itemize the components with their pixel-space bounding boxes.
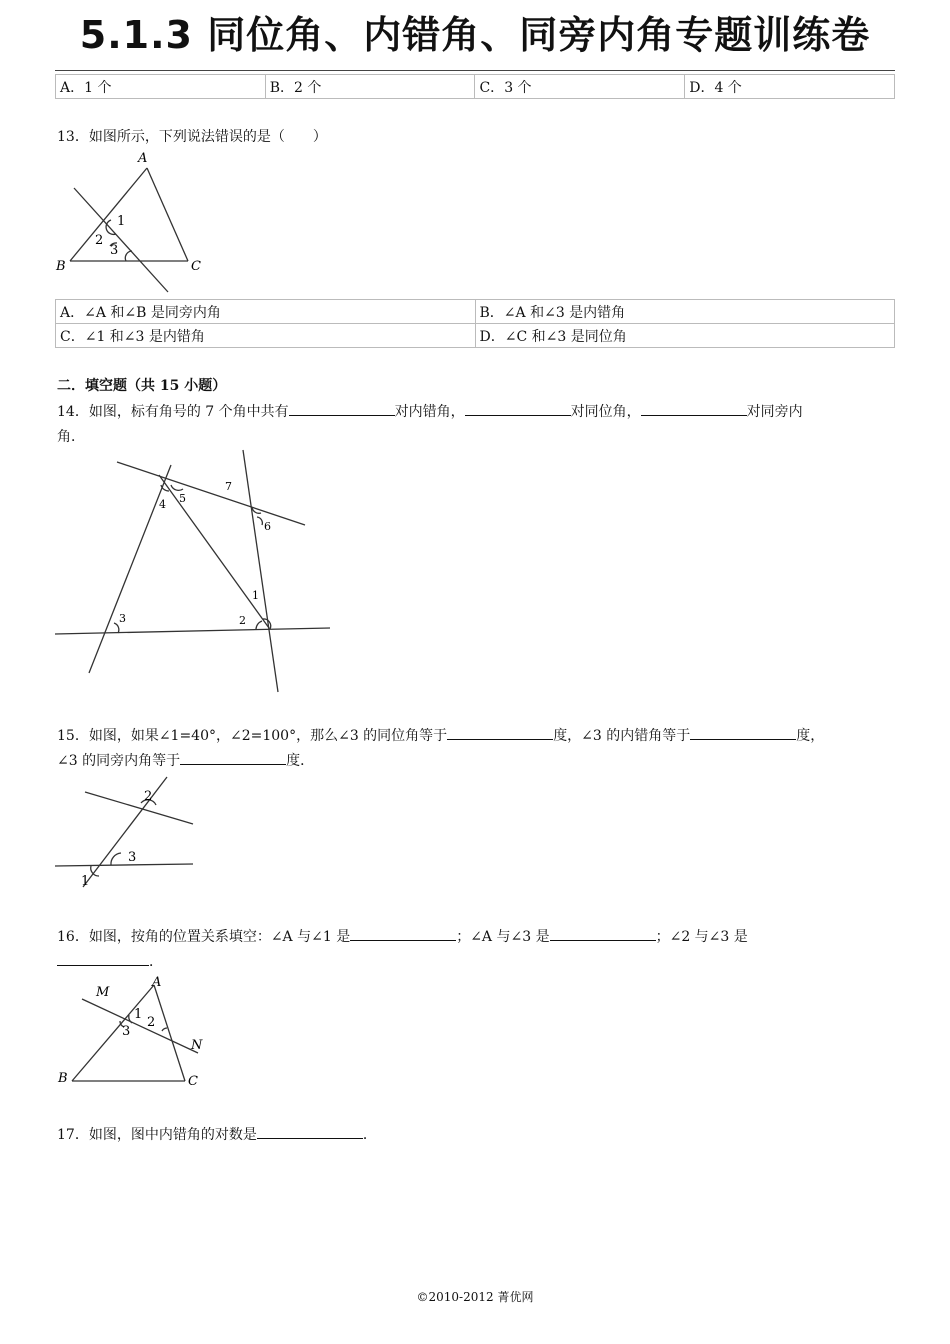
svg-text:3: 3 xyxy=(122,1024,131,1039)
q12-option-a[interactable]: A．1 个 xyxy=(56,75,266,99)
svg-text:6: 6 xyxy=(264,520,271,533)
svg-text:2: 2 xyxy=(147,1015,156,1030)
svg-text:1: 1 xyxy=(134,1007,143,1022)
q17-stem: 17．如图，图中内错角的对数是 ． xyxy=(57,1124,377,1146)
svg-text:M: M xyxy=(96,985,110,1000)
svg-text:1: 1 xyxy=(117,214,126,229)
svg-text:2: 2 xyxy=(239,614,246,627)
q16-blank-3[interactable] xyxy=(57,951,149,966)
footer-copyright: ©2010-2012 菁优网 xyxy=(416,1290,534,1304)
q16-stem: 16．如图，按角的位置关系填空：∠A 与∠1 是 ；∠A 与∠3 是 ；∠2 与∠3 是 xyxy=(57,926,907,948)
q16-figure xyxy=(50,975,215,1090)
q14-stem-end: 角． xyxy=(57,429,85,445)
q14-blank-2[interactable] xyxy=(465,401,571,416)
q14-figure xyxy=(55,445,335,695)
q15-blank-3[interactable] xyxy=(180,750,286,765)
svg-text:2: 2 xyxy=(144,789,153,804)
section-heading: 二．填空题（共 15 小题） xyxy=(57,378,227,394)
q16-blank-1[interactable] xyxy=(350,926,456,941)
svg-text:B: B xyxy=(58,1071,68,1086)
svg-text:2: 2 xyxy=(95,233,104,248)
svg-text:3: 3 xyxy=(110,243,119,258)
q16-blank-2[interactable] xyxy=(550,926,656,941)
svg-text:5: 5 xyxy=(179,492,186,505)
svg-text:1: 1 xyxy=(81,874,90,889)
q13-stem: 13．如图所示，下列说法错误的是（ ） xyxy=(57,129,327,145)
svg-text:3: 3 xyxy=(128,850,137,865)
q12-option-d[interactable]: D．4 个 xyxy=(685,75,895,99)
svg-text:C: C xyxy=(188,1074,198,1089)
q15-figure xyxy=(55,775,205,895)
svg-text:C: C xyxy=(191,259,201,274)
svg-text:3: 3 xyxy=(119,612,126,625)
q13-figure xyxy=(50,148,220,296)
svg-text:4: 4 xyxy=(159,498,166,511)
q13-option-d[interactable]: D．∠C 和∠3 是同位角 xyxy=(475,324,895,348)
q15-stem: 15．如图，如果∠1=40°，∠2=100°，那么∠3 的同位角等于 度，∠3 的内错角等于 度， xyxy=(57,725,907,747)
q15-stem-2: ∠3 的同旁内角等于 度． xyxy=(57,750,314,772)
svg-text:N: N xyxy=(191,1038,203,1053)
q13-option-a[interactable]: A．∠A 和∠B 是同旁内角 xyxy=(56,300,476,324)
q15-blank-1[interactable] xyxy=(447,725,553,740)
q12-option-b[interactable]: B．2 个 xyxy=(265,75,475,99)
q13-options xyxy=(55,299,895,348)
q14-blank-1[interactable] xyxy=(289,401,395,416)
svg-text:A: A xyxy=(152,975,162,990)
q14-stem: 14．如图，标有角号的 7 个角中共有 对内错角， 对同位角， 对同旁内 xyxy=(57,401,895,423)
q13-option-b[interactable]: B．∠A 和∠3 是内错角 xyxy=(475,300,895,324)
q15-blank-2[interactable] xyxy=(690,725,796,740)
title-rule xyxy=(55,70,895,71)
svg-text:7: 7 xyxy=(225,480,232,493)
q12-options xyxy=(55,74,895,99)
q14-blank-3[interactable] xyxy=(641,401,747,416)
q16-stem-2: ． xyxy=(57,951,163,973)
page-title: 5.1.3 同位角、内错角、同旁内角专题训练卷 xyxy=(79,13,871,57)
q13-option-c[interactable]: C．∠1 和∠3 是内错角 xyxy=(56,324,476,348)
svg-text:B: B xyxy=(56,259,66,274)
q17-blank-1[interactable] xyxy=(257,1124,363,1139)
svg-text:A: A xyxy=(138,151,148,166)
svg-text:1: 1 xyxy=(252,589,259,602)
q12-option-c[interactable]: C．3 个 xyxy=(475,75,685,99)
